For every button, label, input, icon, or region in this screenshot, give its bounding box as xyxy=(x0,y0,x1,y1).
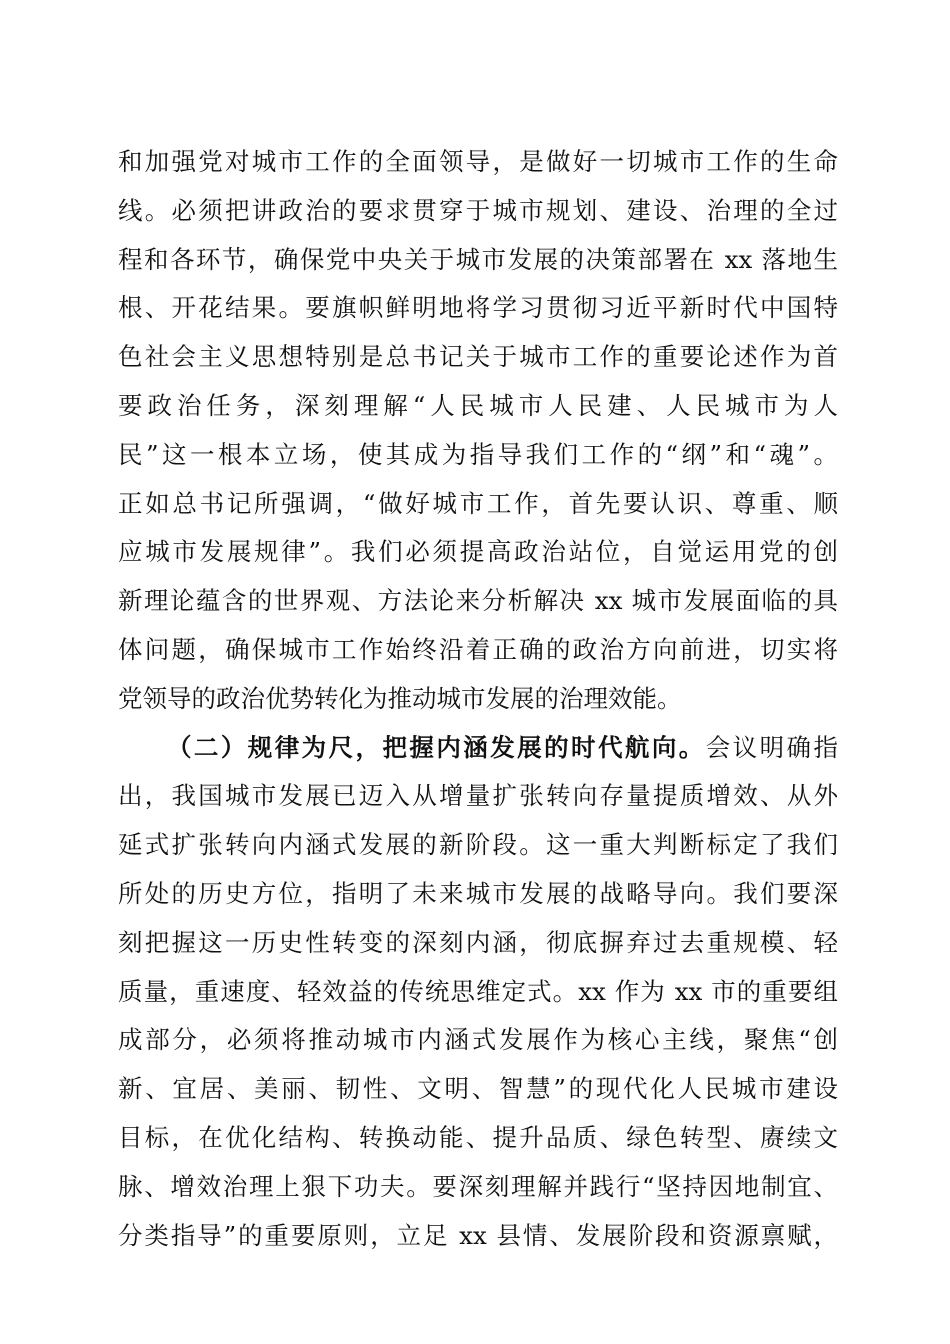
text-line: 和加强党对城市工作的全面领导，是做好一切城市工作的生命 xyxy=(118,147,838,176)
text-line: 线。必须把讲政治的要求贯穿于城市规划、建设、治理的全过 xyxy=(118,195,838,225)
section-heading: （二）规律为尺，把握内涵发展的时代航向。 xyxy=(167,732,706,762)
text-line: 目标，在优化结构、转换动能、提升品质、绿色转型、赓续文 xyxy=(118,1122,838,1152)
text-line: 延式扩张转向内涵式发展的新阶段。这一重大判断标定了我们 xyxy=(118,830,838,860)
text-line: 民”这一根本立场，使其成为指导我们工作的“纲”和“魂”。 xyxy=(118,439,838,469)
text-line: 程和各环节，确保党中央关于城市发展的决策部署在 xx 落地生 xyxy=(118,244,838,274)
text-line: 质量，重速度、轻效益的传统思维定式。xx 作为 xx 市的重要组 xyxy=(118,976,838,1006)
text-line: 新、宜居、美丽、韧性、文明、智慧”的现代化人民城市建设 xyxy=(118,1074,838,1104)
text-line: 党领导的政治优势转化为推动城市发展的治理效能。 xyxy=(118,683,682,713)
text-line: 刻把握这一历史性转变的深刻内涵，彻底摒弃过去重规模、轻 xyxy=(118,927,838,957)
text-line: 要政治任务，深刻理解“人民城市人民建、人民城市为人 xyxy=(118,390,838,420)
text-line: 根、开花结果。要旗帜鲜明地将学习贯彻习近平新时代中国特 xyxy=(118,293,838,323)
text-line: 出，我国城市发展已迈入从增量扩张转向存量提质增效、从外 xyxy=(118,781,838,811)
text-line: 色社会主义思想特别是总书记关于城市工作的重要论述作为首 xyxy=(118,342,838,372)
text-line: 脉、增效治理上狠下功夫。要深刻理解并践行“坚持因地制宜、 xyxy=(118,1171,838,1201)
text-line: 应城市发展规律”。我们必须提高政治站位，自觉运用党的创 xyxy=(118,537,838,567)
body-text xyxy=(118,138,838,1260)
paragraph-2 xyxy=(118,724,838,1261)
text-line: 新理论蕴含的世界观、方法论来分析解决 xx 城市发展面临的具 xyxy=(118,586,838,616)
text-line: 正如总书记所强调，“做好城市工作，首先要认识、尊重、顺 xyxy=(118,488,838,518)
text-line: 所处的历史方位，指明了未来城市发展的战略导向。我们要深 xyxy=(118,878,838,908)
text-run: 会议明确指 xyxy=(705,732,838,762)
paragraph-1 xyxy=(118,138,838,724)
text-line: 分类指导”的重要原则，立足 xx 县情、发展阶段和资源禀赋， xyxy=(118,1220,838,1250)
text-line: 体问题，确保城市工作始终沿着正确的政治方向前进，切实将 xyxy=(118,634,838,664)
text-line: 成部分，必须将推动城市内涵式发展作为核心主线，聚焦“创 xyxy=(118,1025,838,1055)
paragraph-2-first-line xyxy=(118,724,838,773)
